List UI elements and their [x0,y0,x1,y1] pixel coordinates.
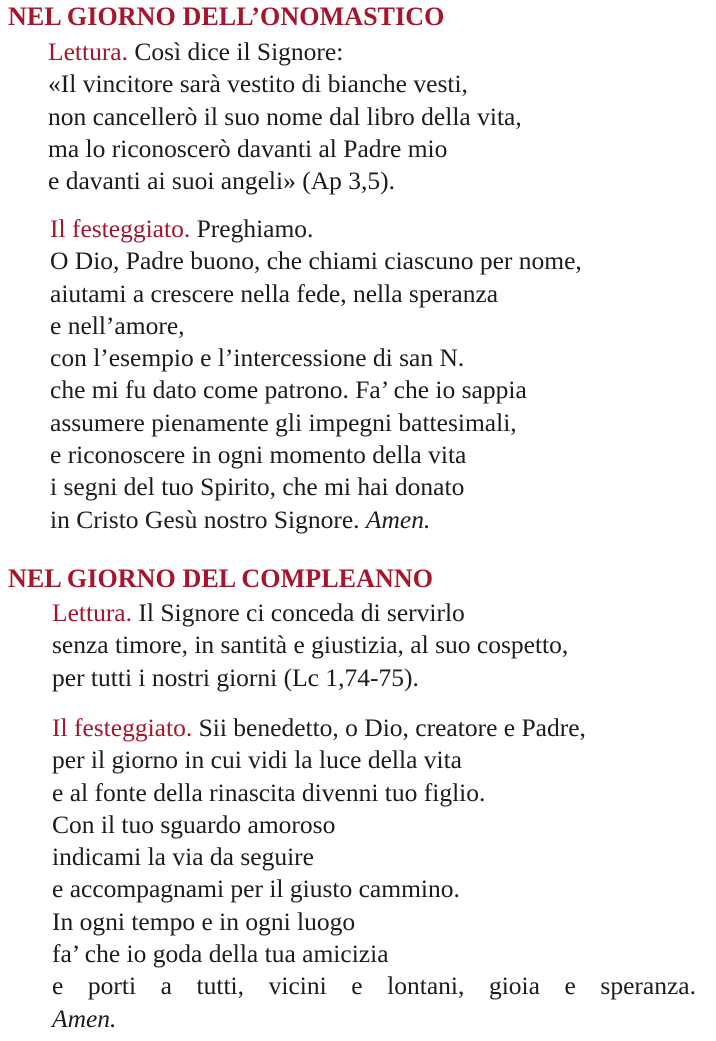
festeggiato-block-compleanno [52,712,696,1035]
verse-line: ma lo riconoscerò davanti al Padre mio [48,133,448,163]
prayer-line: aiutami a crescere nella fede, nella speranza [50,278,499,308]
prayer-line: In ogni tempo e in ogni luogo [52,906,356,936]
lettura-block-compleanno [52,597,568,694]
lettura-intro: Così dice il Signore: [134,37,344,66]
prayer-line: indicami la via da seguire [52,842,314,872]
prayer-line: per il giorno in cui vidi la luce della vita [52,745,463,775]
lettura-intro: Il Signore ci conceda di servirlo [138,598,465,627]
prayer-line: e accompagnami per il giusto cammino. [52,874,460,904]
prayer-line: che mi fu dato come patrono. Fa’ che io sappia [50,375,527,405]
prayer-line: i segni del tuo Spirito, che mi hai donato [50,472,465,502]
prayer-line: Con il tuo sguardo amoroso [52,809,336,839]
lettura-label: Lettura. [48,37,128,66]
festeggiato-label: Il festeggiato. [52,713,193,742]
lettura-block-onomastico [48,36,522,197]
section-heading-onomastico: NEL GIORNO DELL’ONOMASTICO [8,2,445,31]
festeggiato-intro: Sii benedetto, o Dio, creatore e Padre, [198,713,586,742]
amen-text: Amen. [365,504,431,534]
festeggiato-block-onomastico [50,213,582,536]
verse-line: per tutti i nostri giorni (Lc 1,74-75). [52,662,419,692]
verse-line: non cancellerò il suo nome dal libro della vita, [48,101,522,131]
festeggiato-intro: Preghiamo. [196,214,314,243]
festeggiato-first-line [50,213,582,245]
lettura-first-line [48,36,522,68]
section-heading-compleanno: NEL GIORNO DEL COMPLEANNO [8,564,434,593]
prayer-line: e riconoscere in ogni momento della vita [50,440,467,470]
lettura-first-line [52,597,568,629]
verse-line: senza timore, in santità e giustizia, al suo cospetto, [52,630,569,660]
prayer-line: e al fonte della rinascita divenni tuo figlio. [52,777,486,807]
festeggiato-first-line [52,712,696,744]
prayer-line: con l’esempio e l’intercessione di san N. [50,343,465,373]
verse-line: e davanti ai suoi angeli» (Ap 3,5). [48,166,395,196]
prayer-line: e nell’amore, [50,310,185,340]
festeggiato-label: Il festeggiato. [50,214,191,243]
prayer-last-line [50,504,582,536]
prayer-line: assumere pienamente gli impegni battesimali, [50,407,517,437]
prayer-line: fa’ che io goda della tua amicizia [52,939,389,969]
prayer-closing: in Cristo Gesù nostro Signore. [50,504,360,534]
prayer-line: O Dio, Padre buono, che chiami ciascuno per nome, [50,246,582,276]
amen-text: Amen. [52,1003,117,1033]
prayer-line-justified: e porti a tutti, vicini e lontani, gioia e speranza. [52,971,696,1001]
lettura-label: Lettura. [52,598,132,627]
verse-line: «Il vincitore sarà vestito di bianche vesti, [48,69,468,99]
